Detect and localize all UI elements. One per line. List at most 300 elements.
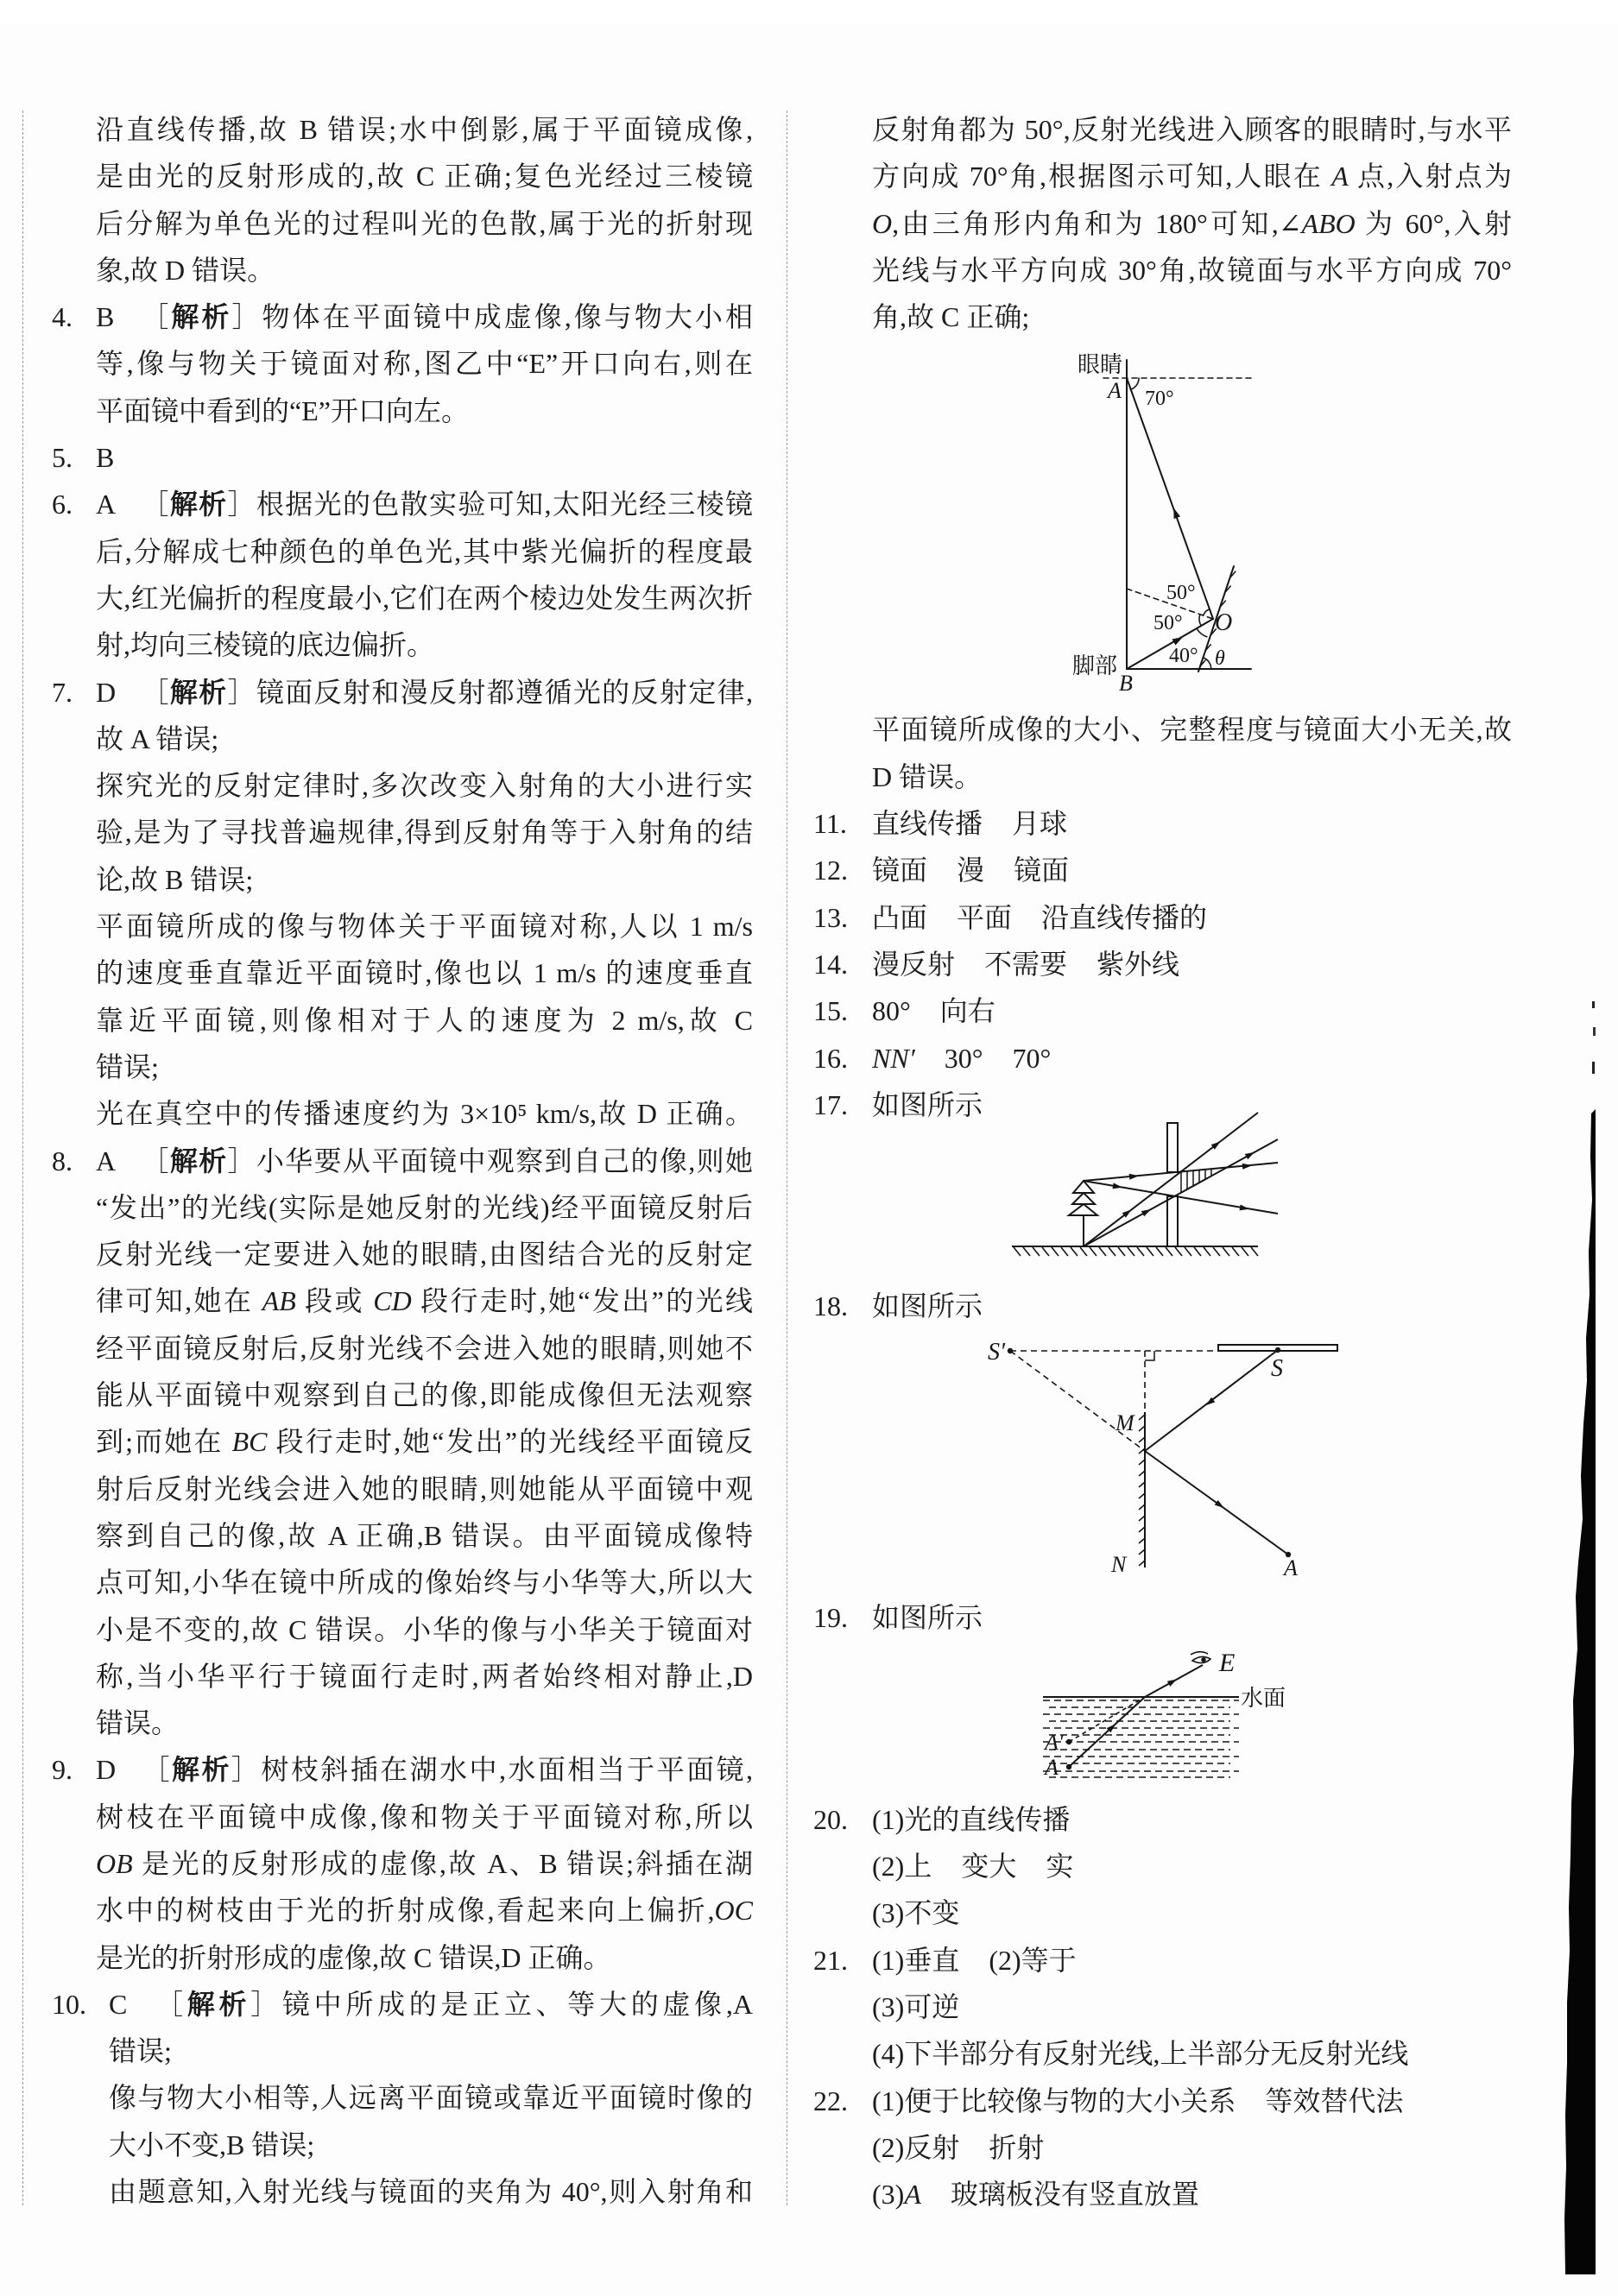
item-number: 14. [813,948,848,980]
text-line [52,762,753,809]
figure-plane-mirror-ray [813,1329,1512,1594]
tag-label: 解析 [169,676,228,708]
line-text [96,1746,753,1793]
text-line [52,2122,753,2168]
line-text [872,1889,1512,1936]
line-text: 平面镜所成像的大小、完整程度与镜面大小无关,故 [872,714,1512,746]
sub-answer-line [813,1889,1512,1936]
line-text [872,200,1512,247]
sub-answer-line [813,2171,1512,2217]
item-number: 16. [813,1042,848,1074]
sub-label: (2) [872,2131,905,2163]
line-text [872,941,1512,987]
text-line [813,106,1512,153]
text-line [52,340,753,387]
tag-close-bracket: ］ [227,1145,256,1176]
text-line [813,153,1512,199]
line-text [96,669,753,716]
m-label: M [1116,1410,1134,1436]
text-line [52,1606,753,1653]
line-text: 后分解为单色光的过程叫光的色散,属于光的折射现 [96,207,753,239]
answer-blank: 便于比较像与物的大小关系 [904,2085,1236,2116]
line-text [872,847,1512,893]
text-line [52,1887,753,1933]
text-line [52,528,753,575]
text-line [52,1325,753,1372]
text-segment: 为 60°,入射 [1355,207,1512,239]
item-number: 20. [813,1803,848,1835]
segment-label-ob: OB [96,1847,133,1879]
angle-incident-label: 50° [1153,612,1183,635]
answer-blank: 平面 [957,901,1013,933]
item-number: 21. [813,1944,848,1976]
sub-label: (2) [989,1944,1021,1976]
line-text [872,2124,1512,2171]
figure-tree-wall-light [813,1128,1512,1283]
refraction-diagram [1019,1640,1330,1804]
text-line [52,1184,753,1231]
tag-label: 解析 [172,1754,231,1786]
text-line [52,1372,753,1418]
text-line [813,754,1512,800]
line-text: 能从平面镜中观察到自己的像,即能成像但无法观察 [96,1379,753,1411]
scan-binding-shadow [1554,993,1606,2279]
text-segment: 点,入射点为 [1348,161,1512,192]
tag-open-bracket: ［ [140,676,170,708]
analysis-tag [140,677,256,708]
line-text [96,481,753,527]
item-number: 18. [813,1290,848,1322]
answer-blank: 可逆 [904,1990,960,2022]
tree-shadow-diagram [1002,1113,1278,1277]
line-text: 错误。 [96,1707,180,1739]
answer-blank: 镜面 [1014,855,1070,886]
answer-blank: 漫 [957,855,985,886]
segment-label-a: A [1331,161,1349,192]
answer-item-5 [52,434,753,481]
sub-label: (3) [872,2179,905,2211]
line-text: 点可知,小华在镜中所成的像始终与小华等大,所以大 [96,1567,753,1599]
answer-item-18 [813,1283,1512,1329]
segment-label-abo: ABO [1301,207,1356,239]
sub-label: (4) [872,2038,905,2070]
line-text: 反射角都为 50°,反射光线进入顾客的眼睛时,与水平 [872,114,1512,145]
line-text [96,1840,753,1887]
line-text: 验,是为了寻找普遍规律,得到反射角等于入射角的结 [96,817,753,848]
answer-item-12 [813,847,1512,893]
item-header [52,1138,753,1184]
tag-label: 解析 [171,301,232,333]
text-line [52,2168,753,2215]
answer-item-19 [813,1594,1512,1641]
line-text [872,1843,1512,1889]
line-text [96,1887,753,1933]
line-text: 角,故 C 正确; [872,301,1030,333]
line-text: D 错误。 [872,760,983,792]
item-number: 15. [813,995,848,1027]
item-header [52,293,753,340]
answer-blank: 反射 [904,2131,960,2163]
answer-blank: 实 [1046,1851,1074,1883]
segment-label-o: O [872,207,893,239]
item-number: 5. [52,442,73,474]
line-text [872,2171,1512,2217]
line-text [96,434,753,481]
answer-blank: 垂直 [904,1944,960,1976]
e-label: E [1219,1648,1236,1677]
point-b-label: B [1119,671,1133,697]
line-text: 的速度垂直靠近平面镜时,像也以 1 m/s 的速度垂直 [96,957,753,989]
tag-close-bracket: ］ [227,676,256,708]
text-line [52,809,753,855]
arrow-icon [1167,1679,1177,1686]
page-edge-dashed-line [22,110,23,2205]
right-column [813,106,1512,2217]
line-text: 树枝在平面镜中成像,像和物关于平面镜对称,所以 [96,1801,753,1832]
answer-blank: 紫外线 [1097,948,1180,980]
tag-open-bracket: ［ [138,301,172,333]
text-segment: 是光的反射形成的虚像,故 A、B 错误;斜插在湖 [132,1847,753,1879]
item-answer: A [96,489,117,520]
point-o-label: O [1215,609,1233,637]
answer-blank: 上 [904,1851,932,1883]
text-segment: 到;而她在 [96,1426,232,1458]
angle-reflect-label: 50° [1166,582,1196,605]
point-dot [1066,1739,1071,1744]
text-line [52,621,753,668]
line-text: 大,红光偏折的程度最小,它们在两个棱边处发生两次折 [96,582,753,614]
item-number: 17. [813,1088,848,1120]
line-text: 故 A 错误; [96,722,219,754]
line-text [872,987,1512,1034]
answer-blank: 玻璃板没有竖直放置 [950,2179,1199,2211]
answer-item-20 [813,1796,1512,1843]
n-label: N [1111,1552,1127,1578]
text-line [52,1512,753,1559]
line-text [96,1277,753,1324]
arrow-icon [1215,1500,1224,1508]
item-answer: C [109,1988,128,2020]
analysis-tag [138,301,262,332]
line-text [872,800,1512,847]
text-line [52,1653,753,1700]
item-number: 22. [813,2085,848,2116]
line-text: 探究光的反射定律时,多次改变入射角的大小进行实 [96,770,753,802]
text-segment: 水中的树枝由于光的折射成像,看起来向上偏折, [96,1895,715,1927]
item-header [52,1746,753,1793]
line-text [96,1418,753,1465]
tag-open-bracket: ［ [151,1988,187,2020]
answer-item-22 [813,2078,1512,2124]
line-text: 射后反射光线会进入她的眼睛,则她能从平面镜中观 [96,1473,753,1504]
answer-item-14 [813,941,1512,987]
eye-icon [1191,1651,1208,1654]
line-text [872,153,1512,199]
text-line [52,1090,753,1137]
left-column [52,106,753,2215]
item-number: 11. [813,808,847,840]
answer-blank: 等于 [1021,1944,1077,1976]
answer-item-9 [52,1746,753,1980]
line-text: 光在真空中的传播速度约为 3×10⁵ km/s,故 D 正确。 [96,1098,753,1130]
text-line [52,388,753,434]
line-text: 如图所示 [872,1602,983,1634]
tag-label: 解析 [169,1145,228,1176]
sub-answer-line [813,1843,1512,1889]
item-number: 7. [52,676,73,708]
text-line [52,1700,753,1746]
text-line [52,2074,753,2121]
line-text: 察到自己的像,故 A 正确,B 错误。由平面镜成像特 [96,1519,753,1551]
mirror-angle-diagram [1053,344,1295,707]
line-text: 平面镜所成的像与物体关于平面镜对称,人以 1 m/s [96,911,753,943]
analysis-tag [140,1145,256,1176]
answer-blank: 凸面 [872,901,928,933]
item-header [52,434,753,481]
tag-label: 解析 [186,1988,251,2020]
tag-label: 解析 [169,489,228,520]
answer-item-11 [813,800,1512,847]
line-text: 反射光线一定要进入她的眼睛,由图结合光的反射定 [96,1239,753,1271]
text-line [52,1559,753,1605]
line-text: 沿直线传播,故 B 错误;水中倒影,属于平面镜成像, [96,114,753,145]
text-line [52,1840,753,1887]
answer-blank: 不变 [904,1897,960,1929]
line-text [872,1984,1512,2030]
analysis-tag [151,1989,282,2020]
segment-label-oc: OC [714,1895,753,1927]
answer-blank: 等效替代法 [1265,2085,1404,2116]
text-line [52,716,753,762]
text-line [52,1418,753,1465]
item-number: 19. [813,1602,848,1634]
answer-blank: 下半部分有反射光线,上半部分无反射光线 [904,2038,1409,2070]
line-text [872,1035,1512,1082]
line-text: 像与物大小相等,人远离平面镜或靠近平面镜时像的 [109,2082,753,2114]
line-text [96,1138,753,1184]
answer-blank: 变大 [961,1851,1017,1883]
eye-pupil [1201,1657,1206,1662]
text-line [813,200,1512,247]
answer-blank: 漫反射 [872,948,956,980]
item-number: 6. [52,489,73,520]
tag-close-bracket: ］ [231,301,262,333]
answer-blank: 镜面 [872,855,928,886]
item-number: 4. [52,301,73,333]
item-answer: B [96,442,115,474]
answer-blank: 70° [1012,1042,1052,1074]
text-line [52,1044,753,1090]
analysis-tag [140,489,256,520]
text-segment: 方向成 70°角,根据图示可知,人眼在 [872,161,1332,192]
answer-item-13 [813,894,1512,941]
line-text: 如图所示 [872,1290,983,1322]
tag-close-bracket: ］ [227,489,256,520]
text-line [52,106,753,153]
sub-answer-line [813,1984,1512,2030]
line-text: 靠近平面镜,则像相对于人的速度为 2 m/s,故 C [96,1004,753,1036]
text-segment: ,由三角形内角和为 180°可知,∠ [892,207,1302,239]
segment-label-cd: CD [373,1285,412,1317]
item-number: 12. [813,855,848,886]
a-prime-label: A′ [1045,1729,1064,1755]
foot-label: 脚部 [1072,653,1118,679]
answer-item-7 [52,669,753,1138]
answer-item-21 [813,1937,1512,1984]
answer-blank: 30° [944,1042,983,1074]
answer-item-10 [52,1981,753,2215]
sub-answer-line [813,2030,1512,2077]
line-text [109,1981,753,2028]
sub-label: (1) [872,1944,905,1976]
answer-blank: NN′ [872,1042,915,1074]
sub-answer-line [813,2124,1512,2171]
text-line [52,247,753,293]
arrow-icon [1173,508,1180,520]
item-number: 13. [813,901,848,933]
line-text: 称,当小华平行于镜面行走时,两者始终相对静止,D [96,1660,753,1692]
answer-blank: 直线传播 [872,808,983,840]
answer-blank: 沿直线传播的 [1041,901,1208,933]
item-header [52,1981,753,2028]
answer-blank: 月球 [1012,808,1068,840]
answer-blank: 光的直线传播 [904,1803,1071,1835]
text-line [52,1231,753,1277]
item-number: 8. [52,1145,73,1176]
answer-item-8 [52,1138,753,1747]
text-line [52,1277,753,1324]
text-line [52,1934,753,1981]
text-line [52,2028,753,2074]
point-dot [1066,1764,1071,1769]
text-line [813,293,1512,340]
text-line [813,247,1512,293]
line-text [872,894,1512,941]
text-segment: 段行走时,她“发出”的光线 [411,1285,753,1317]
text-segment: 律可知,她在 [96,1285,262,1317]
sub-label: (3) [872,1897,905,1929]
tag-close-bracket: ］ [231,1754,262,1786]
a-label: A [1045,1754,1059,1780]
line-text: 光线与水平方向成 30°角,故镜面与水平方向成 70° [872,254,1512,286]
point-dot [1008,1348,1013,1353]
text-segment: 段或 [295,1285,374,1317]
figure-refraction-water [813,1642,1512,1796]
a-label: A [1284,1555,1298,1581]
line-text: 射,均向三棱镜的底边偏折。 [96,629,435,661]
text-line [52,856,753,903]
answer-blank: 向右 [939,995,995,1027]
item-answer: D [96,1754,117,1786]
item-number: 10. [52,1988,86,2020]
text-line [52,575,753,621]
segment-label-ab: AB [262,1285,296,1317]
line-text [96,293,753,340]
item-answer: B [96,301,115,333]
line-text: 错误; [96,1050,159,1082]
s-prime-label: S′ [988,1339,1006,1366]
analysis-text: 树枝斜插在湖水中,水面相当于平面镜, [261,1754,753,1786]
line-text: 如图所示 [872,1088,983,1120]
text-line [52,949,753,996]
segment-label-bc: BC [231,1426,268,1458]
sub-label: (2) [872,1851,905,1883]
line-text: 小是不变的,故 C 错误。小华的像与小华关于镜面对 [96,1613,753,1645]
answer-item-4 [52,293,753,434]
line-text [872,1796,1512,1843]
point-a-label: A [1108,378,1122,404]
s-label: S [1271,1355,1283,1383]
line-text: 由题意知,入射光线与镜面的夹角为 40°,则入射角和 [109,2176,753,2208]
scan-top-margin [0,0,1618,23]
sub-label: (1) [872,2085,905,2116]
point-dot [1275,1347,1280,1353]
line-text: 等,像与物关于镜面对称,图乙中“E”开口向右,则在 [96,348,753,380]
sub-label: (1) [872,1803,905,1835]
line-text: 平面镜中看到的“E”开口向左。 [96,394,469,426]
line-text [872,2078,1512,2124]
line-text: 象,故 D 错误。 [96,254,275,286]
tag-close-bracket: ］ [250,1988,282,2020]
answer-blank: 80° [872,995,911,1027]
analysis-text: 镜中所成的是正立、等大的虚像,A [281,1988,753,2020]
item-answer: A [96,1145,117,1176]
analysis-tag [140,1754,261,1785]
text-line [52,903,753,949]
text-line [52,153,753,199]
eye-label: 眼睛 [1078,352,1123,378]
angle-70-label: 70° [1145,388,1174,411]
water-surface-label: 水面 [1241,1685,1286,1711]
line-text: 经平面镜反射后,反射光线不会进入她的眼睛,则她不 [96,1332,753,1364]
answer-item-16 [813,1035,1512,1082]
item-answer: D [96,676,117,708]
item-header [52,669,753,716]
text-line [52,997,753,1044]
text-line [52,1466,753,1512]
line-text [872,1937,1512,1984]
line-text: “发出”的光线(实际是她反射的光线)经平面镜反射后 [96,1191,753,1223]
line-text: 错误; [109,2035,172,2067]
item-number: 9. [52,1754,73,1786]
text-segment: 段行走时,她“发出”的光线经平面镜反 [267,1426,753,1458]
line-text: 后,分解成七种颜色的单色光,其中紫光偏折的程度最 [96,535,753,567]
answer-blank: 不需要 [984,948,1068,980]
analysis-text: 物体在平面镜中成虚像,像与物大小相 [262,301,753,333]
answer-item-6 [52,481,753,668]
analysis-text: 小华要从平面镜中观察到自己的像,则她 [256,1145,753,1176]
line-text: 论,故 B 错误; [96,863,254,895]
analysis-text: 根据光的色散实验可知,太阳光经三棱镜 [256,489,753,520]
answer-blank: A [904,2179,921,2211]
figure-mirror-angles [813,340,1512,706]
line-text: 大小不变,B 错误; [109,2129,315,2160]
line-text: 是由光的反射形成的,故 C 正确;复色光经过三棱镜 [96,161,753,192]
tag-open-bracket: ［ [140,1754,173,1786]
angle-40-label: 40° [1169,645,1198,668]
text-line [52,1794,753,1840]
line-text [872,2030,1512,2077]
line-text: 是光的折射形成的虚像,故 C 错误,D 正确。 [96,1941,611,1973]
tag-open-bracket: ［ [140,1145,170,1176]
mirror-image-diagram [976,1328,1364,1587]
analysis-text: 镜面反射和漫反射都遵循光的反射定律, [256,676,753,708]
answer-item-15 [813,987,1512,1034]
text-line [52,200,753,247]
answer-blank: 折射 [989,2131,1045,2163]
angle-theta-label: θ [1215,647,1225,671]
item-header [52,481,753,527]
